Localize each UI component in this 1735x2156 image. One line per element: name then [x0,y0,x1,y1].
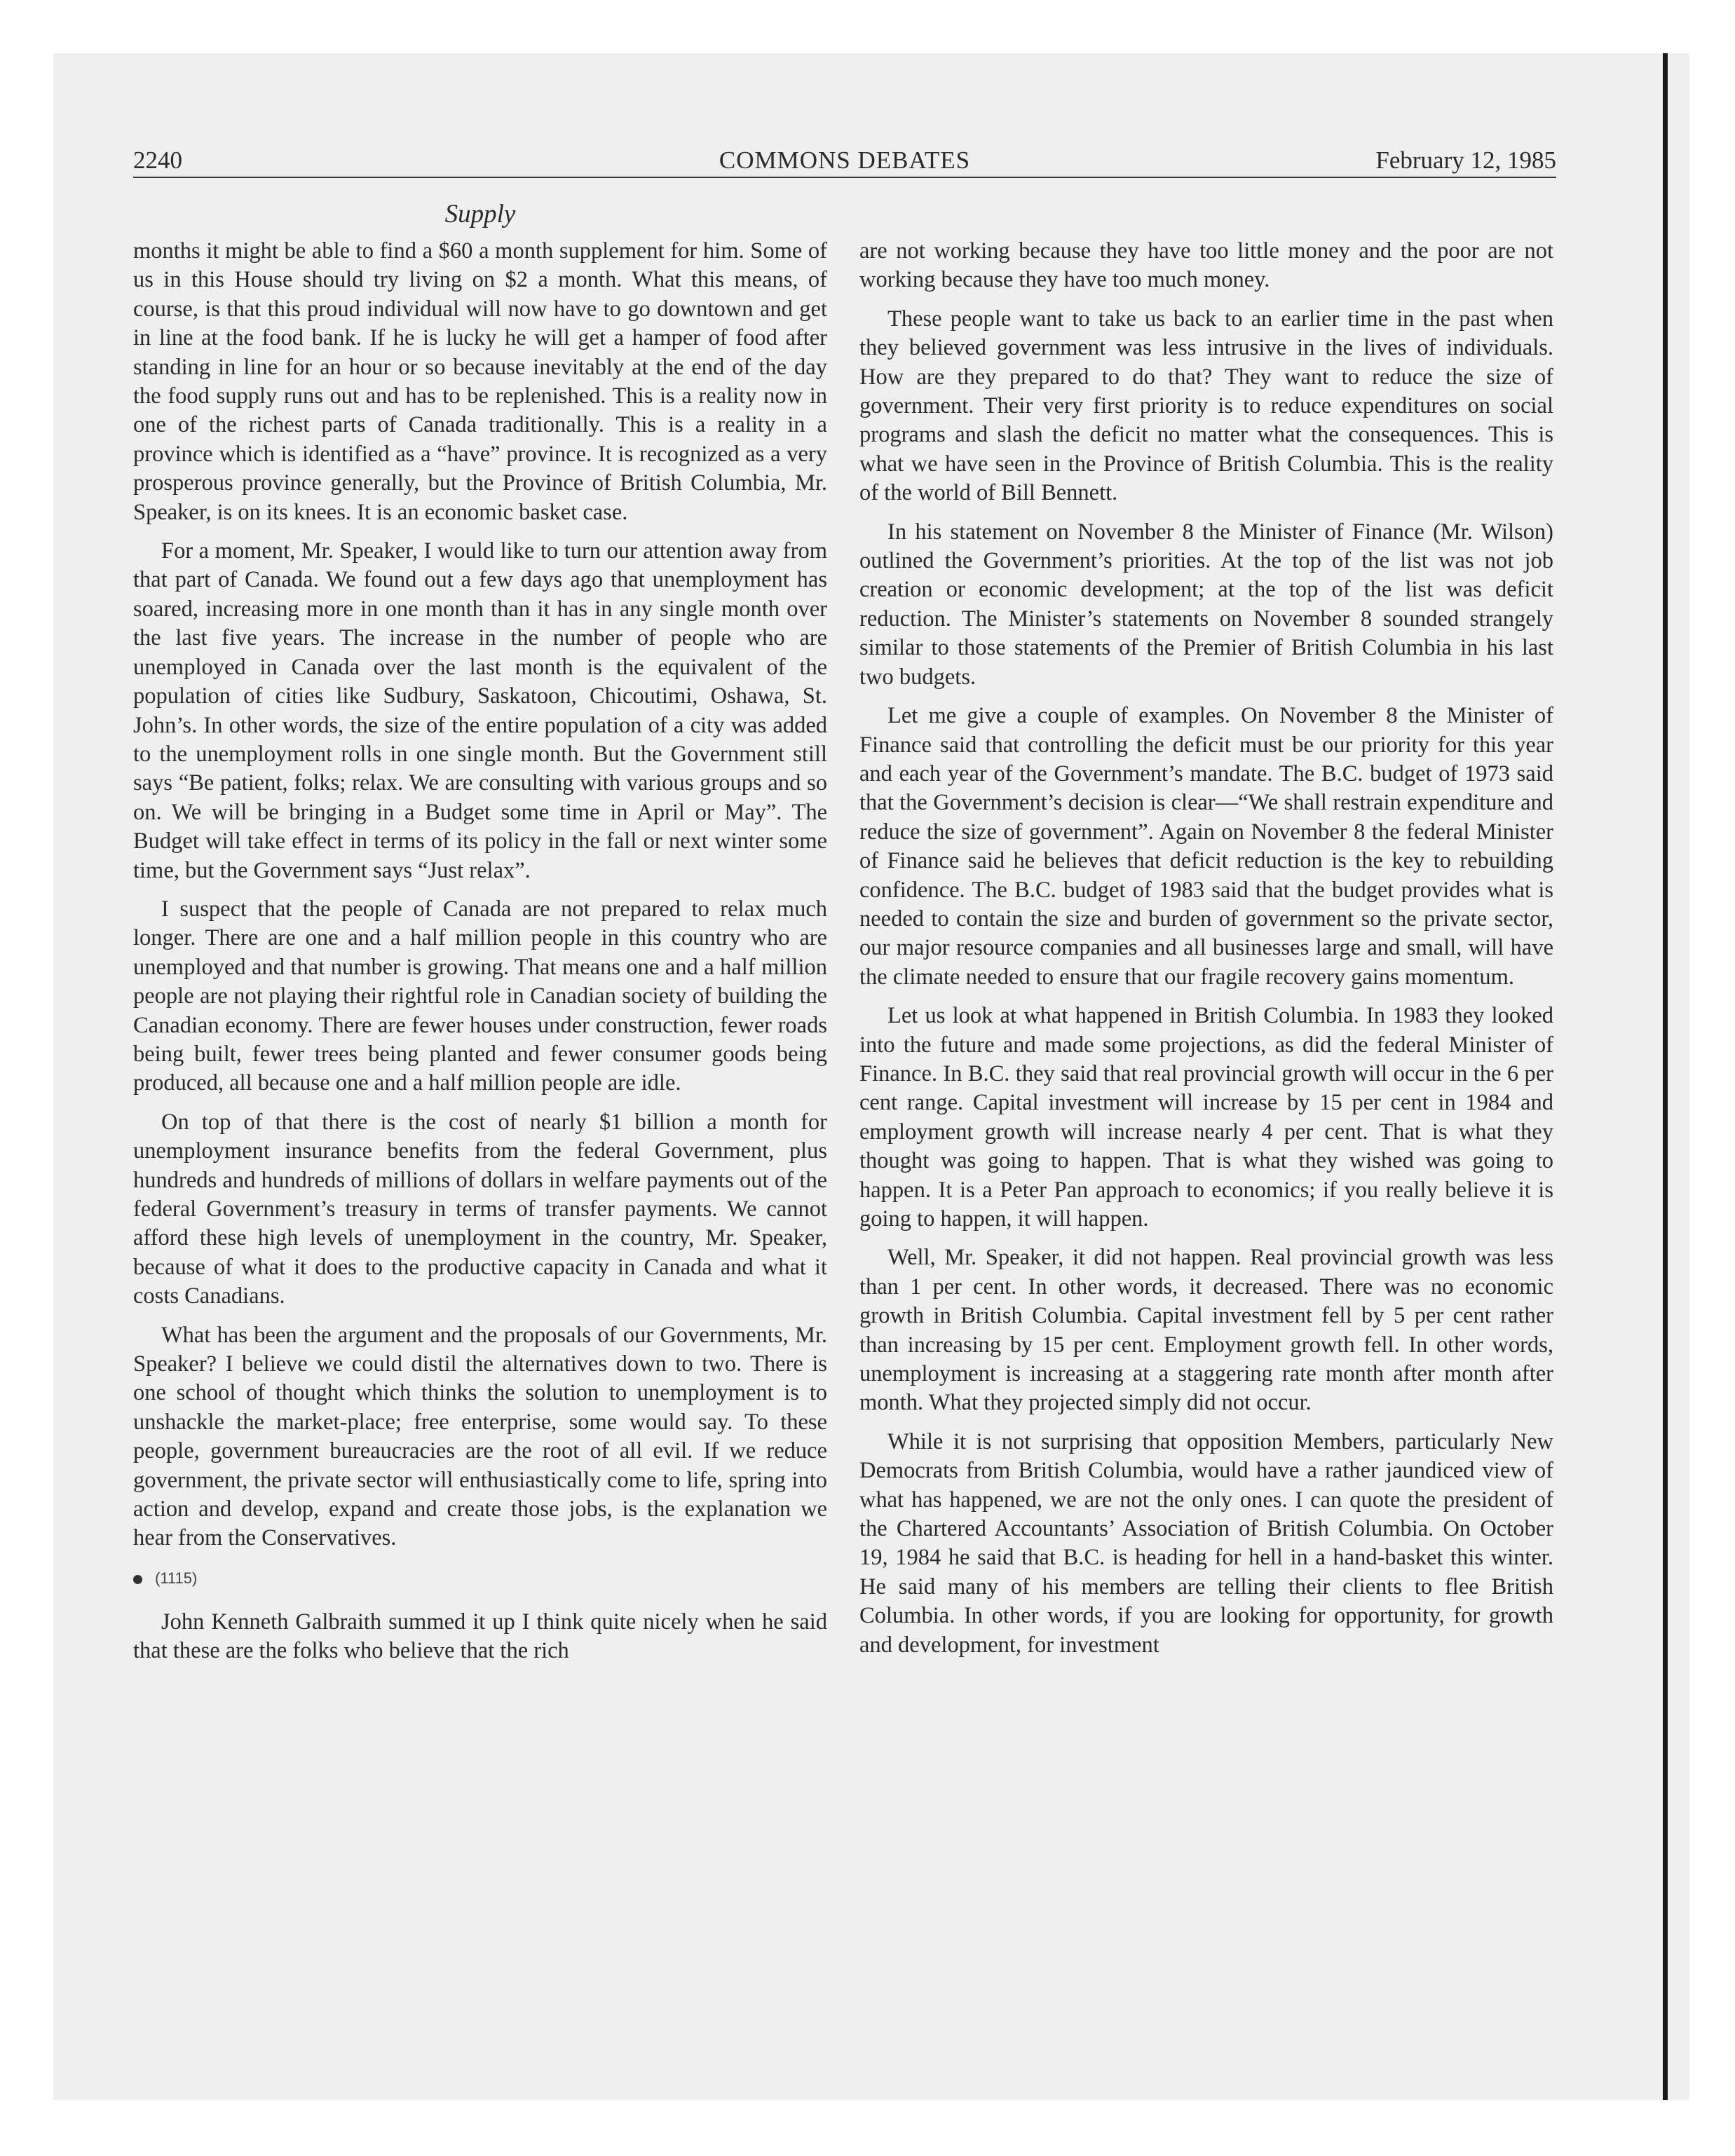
running-header [133,144,1556,177]
paragraph: Well, Mr. Speaker, it did not happen. Real provincial growth was less than 1 per cent. In other words, it decreased. There was no economic growth in British Columbia. Capital investment fell by 5 per cent rather than increasing by 15 per cent. Employment growth fell. In other words, unemployment is increasing at a staggering rate month after month after month. What they projected simply did not occur. [859,1245,1553,1416]
paragraph: months it might be able to find a $60 a month supplement for him. Some of us in this House should try living on $2 a month. What this means, of course, is that this proud individual will now have to go downtown and get in line at the food bank. If he is lucky he will get a hamper of food after standing in line for an hour or so because inevitably at the end of the day the food supply runs out and has to be replenished. This is a reality now in one of the richest parts of Canada traditionally. This is a reality in a province which is identified as a “have” province. It is recognized as a very prosperous province generally, but the Province of British Columbia, Mr. Speaker, is on its knees. It is an economic basket case. [133,238,827,525]
scan-edge-shadow [1663,53,1668,2100]
publication-title: COMMONS DEBATES [719,146,971,174]
page-number: 2240 [133,146,182,174]
header-rule [133,177,1556,178]
left-column [133,237,827,1676]
section-title: Supply [444,200,516,228]
paragraph: Let me give a couple of examples. On November 8 the Minister of Finance said that controlling the deficit must be our priority for this year and each year of the Government’s mandate. The B.C. budget of 1973 said that the Government’s decision is clear—“We shall restrain expenditure and reduce the size of government”. Again on November 8 the federal Minister of Finance said he believes that deficit reduction is the key to rebuilding confidence. The B.C. budget of 1983 said that the budget provides what is needed to contain the size and burden of government so the private sector, our major resource companies and all businesses large and small, will have the climate needed to ensure that our fragile recovery gains momentum. [859,703,1553,990]
paragraph: John Kenneth Galbraith summed it up I think quite nicely when he said that these are the folks who believe that the rich [133,1609,827,1664]
bullet-icon [133,1575,142,1584]
paragraph: Let us look at what happened in British Columbia. In 1983 they looked into the future and made some projections, as did the federal Minister of Finance. In B.C. they said that real provincial growth will occur in the 6 per cent range. Capital investment will increase by 15 per cent in 1984 and employment growth will increase nearly 4 per cent. That is what they thought was going to happen. That is what they wished was going to happen. It is a Peter Pan approach to economics; if you really believe it is going to happen, it will happen. [859,1003,1553,1231]
paragraph: are not working because they have too little money and the poor are not working because they have too much money. [859,238,1553,293]
publication-date: February 12, 1985 [1375,146,1556,174]
paragraph: I suspect that the people of Canada are not prepared to relax much longer. There are one and a half million people in this country who are unemployed and that number is growing. That means one and a half million people are not playing their rightful role in Canadian society of building the Canadian economy. There are fewer houses under construction, fewer roads being built, fewer trees being planted and fewer consumer goods being produced, all because one and a half million people are idle. [133,896,827,1096]
paragraph: In his statement on November 8 the Minister of Finance (Mr. Wilson) outlined the Government’s priorities. At the top of the list was not job creation or economic development; at the top of the list was deficit reduction. The Minister’s statements on November 8 sounded strangely similar to those statements of the Premier of British Columbia in his last two budgets. [859,519,1553,690]
paragraph: On top of that there is the cost of nearly $1 billion a month for unemployment insurance benefits from the federal Government, plus hundreds and hundreds of millions of dollars in welfare payments out of the federal Government’s treasury in terms of transfer payments. We cannot afford these high levels of unemployment in the country, Mr. Speaker, because of what it does to the productive capacity in Canada and what it costs Canadians. [133,1109,827,1309]
paragraph: While it is not surprising that opposition Members, particularly New Democrats from British Columbia, would have a rather jaundiced view of what has happened, we are not the only ones. I can quote the president of the Chartered Accountants’ Association of British Columbia. On October 19, 1984 he said that B.C. is heading for hell in a hand-basket this winter. He said many of his members are telling their clients to flee British Columbia. In other words, if you are looking for opportunity, for growth and development, for investment [859,1428,1553,1658]
paragraph: For a moment, Mr. Speaker, I would like to turn our attention away from that part of Canada. We found out a few days ago that unemployment has soared, increasing more in one month than it has in any single month over the last five years. The increase in the number of people who are unemployed in Canada over the last month is the equivalent of the population of cities like Sudbury, Saskatoon, Chicoutimi, Oshawa, St. John’s. In other words, the size of the entire population of a city was added to the unemployment rolls in one single month. But the Government still says “Be patient, folks; relax. We are consulting with various groups and so on. We will be bringing in a Budget some time in April or May”. The Budget will take effect in terms of its policy in the fall or next winter some time, but the Government says “Just relax”. [133,538,827,883]
time-marker [133,1564,827,1592]
paragraph: What has been the argument and the proposals of our Governments, Mr. Speaker? I believe we could distil the alternatives down to two. There is one school of thought which thinks the solution to unemployment is to unshackle the market-place; free enterprise, some would say. To these people, government bureaucracies are the root of all evil. If we reduce government, the private sector will enthusiastically come to life, spring into action and develop, expand and create those jobs, is the explanation we hear from the Conservatives. [133,1322,827,1551]
right-column [859,237,1553,1670]
paragraph: These people want to take us back to an earlier time in the past when they believed government was less intrusive in the lives of individuals. How are they prepared to do that? They want to reduce the size of government. Their very first priority is to reduce expenditures on social programs and slash the deficit no matter what the consequences. This is what we have seen in the Province of British Columbia. This is the reality of the world of Bill Bennett. [859,306,1553,506]
time-marker-label: (1115) [155,1569,198,1587]
